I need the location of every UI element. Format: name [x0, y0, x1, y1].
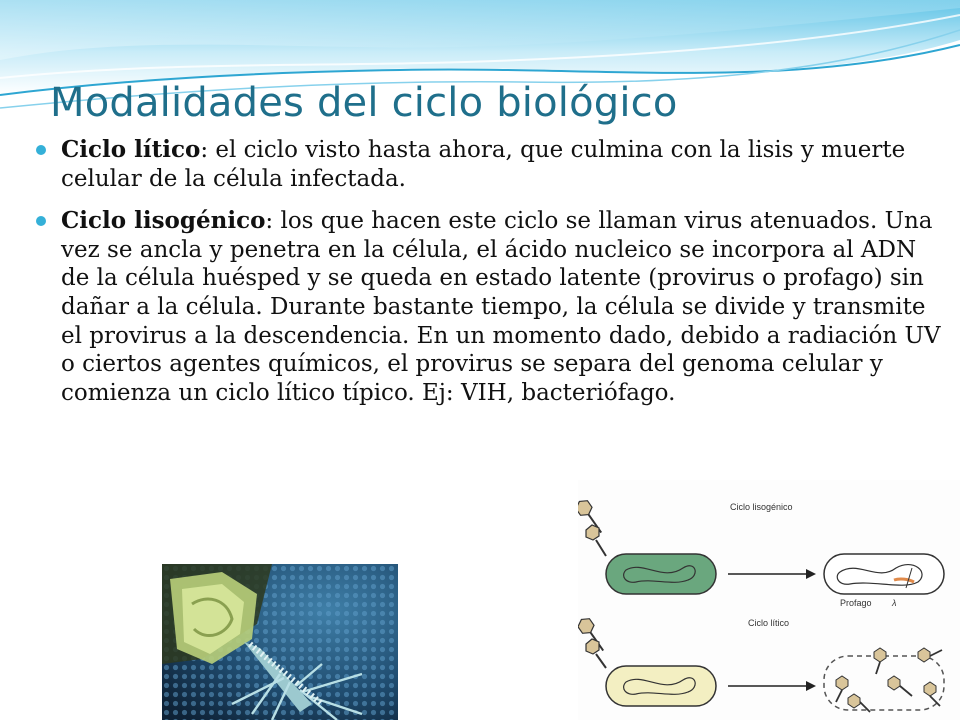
bullet-term: Ciclo lisogénico [61, 207, 266, 235]
bullet-dot-icon [36, 145, 46, 155]
phage-cycles-diagram [578, 480, 960, 720]
bullet-lytic-cycle [36, 136, 941, 193]
bacteriophage-micrograph-image [162, 564, 398, 720]
arrowhead-icon [806, 569, 816, 579]
slide-title: Modalidades del ciclo biológico [50, 80, 678, 126]
bullet-text: : los que hacen este ciclo se llaman virus atenuados. Una vez se ancla y penetra en la célula, el ácido nucleico se incorpora al ADN de la célula huésped y se queda en estado latente (provirus o profago) sin dañar a la célula. Durante bastante tiempo, la célula se divide y transmite el provirus a la descendencia. En un momento dado, debido a radiación UV o ciertos agentes químicos, el provirus se separa del genoma celular y comienza un ciclo lítico típico. Ej: VIH, bacteriófago. [61, 208, 941, 406]
lytic-cycle-label: Ciclo lítico [748, 618, 790, 628]
bullet-dot-icon [36, 216, 46, 226]
phage-attached-icon [586, 525, 606, 556]
bullet-lysogenic-cycle [36, 207, 941, 407]
lysogenic-cell-shape [824, 554, 944, 594]
bullet-list [36, 136, 941, 407]
prophage-label: Profago [840, 598, 872, 608]
infected-cell-shape [606, 666, 716, 706]
lambda-symbol: λ [892, 598, 897, 608]
lysogenic-cycle-label: Ciclo lisogénico [730, 502, 793, 512]
bullet-text: : el ciclo visto hasta ahora, que culmina con la lisis y muerte celular de la célula infectada. [61, 137, 906, 192]
released-phages-group [836, 648, 942, 712]
arrowhead-icon [806, 681, 816, 691]
bullet-term: Ciclo lítico [61, 136, 201, 163]
phage-attached-icon [586, 639, 606, 668]
infected-cell-shape [606, 554, 716, 594]
